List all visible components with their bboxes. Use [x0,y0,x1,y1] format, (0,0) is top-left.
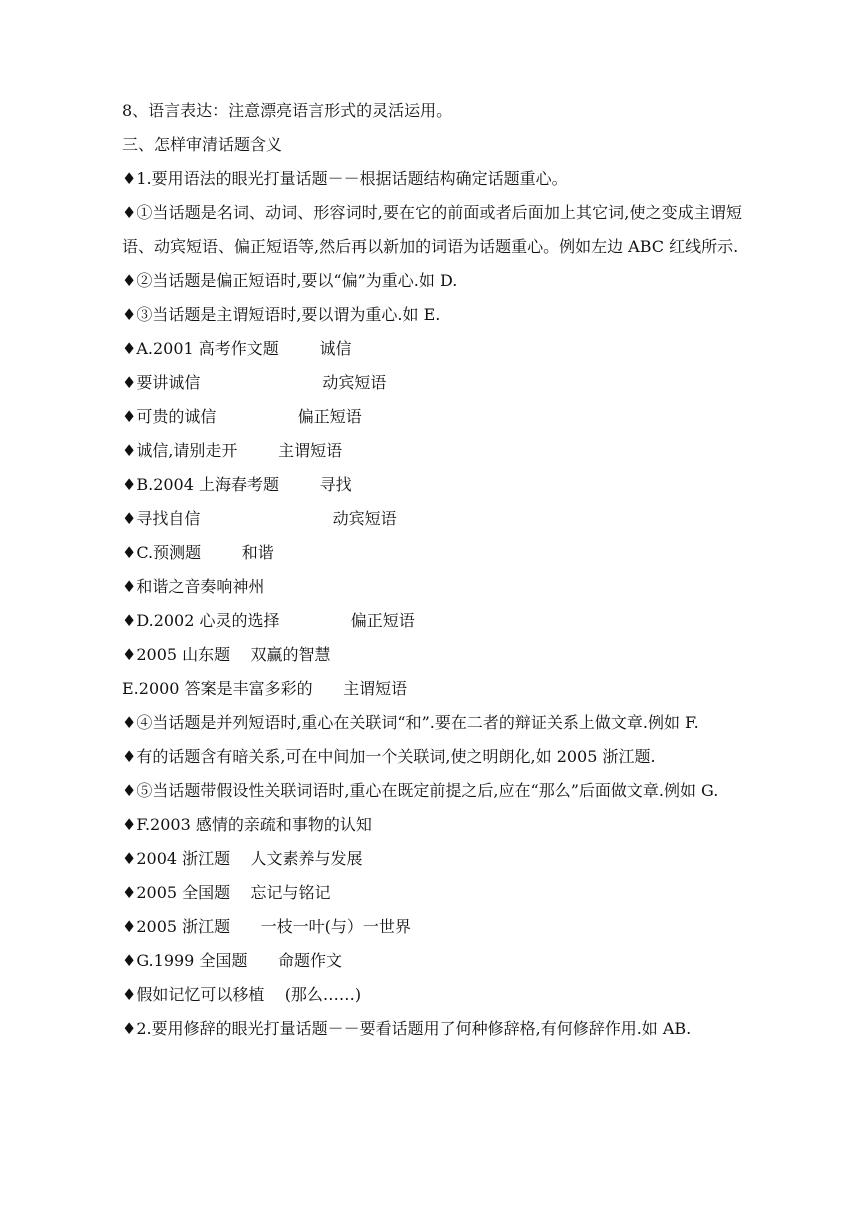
text-line-18: ♦④当话题是并列短语时,重心在关联词“和”.要在二者的辩证关系上做文章.例如 F. [122,713,699,732]
paragraph-hypothetical-topic: ♦⑤当话题带假设性关联词语时,重心在既定前提之后,应在“那么”后面做文章.例如 G. [122,781,719,800]
section-heading: 三、怎样审清话题含义 [122,135,283,154]
text-line-22: ♦2004 浙江题 人文素养与发展 [122,849,363,868]
text-line-19: ♦有的话题含有暗关系,可在中间加一个关联词,使之明朗化,如 2005 浙江题. [122,747,656,766]
text-line-3: ♦1.要用语法的眼光打量话题－－根据话题结构确定话题重心。 [122,169,568,188]
text-line-12: ♦寻找自信 动宾短语 [122,509,397,528]
text-line-14: ♦和谐之音奏响神州 [122,577,265,596]
text-line-21: ♦F.2003 感情的亲疏和事物的认知 [122,815,372,834]
text-line-11: ♦B.2004 上海春考题 寻找 [122,475,352,494]
text-line-27: ♦2.要用修辞的眼光打量话题－－要看话题用了何种修辞格,有何修辞作用.如 AB. [122,1019,692,1038]
text-line-13: ♦C.预测题 和谐 [122,543,274,562]
text-line-5: ♦②当话题是偏正短语时,要以“偏”为重心.如 D. [122,271,458,290]
text-line-17: E.2000 答案是丰富多彩的 主谓短语 [122,679,408,698]
text-line-1: 8、语言表达：注意漂亮语言形式的灵活运用。 [122,101,453,120]
text-line-15: ♦D.2002 心灵的选择 偏正短语 [122,611,415,630]
document-body [122,94,742,1046]
text-line-26: ♦假如记忆可以移植 (那么……) [122,985,362,1004]
paragraph-noun-verb-topic: ♦①当话题是名词、动词、形容词时,要在它的前面或者后面加上其它词,使之变成主谓短语、动宾短语、偏正短语等,然后再以新加的词语为话题重心。例如左边 ABC 红线所示. [122,203,742,256]
text-line-6: ♦③当话题是主谓短语时,要以谓为重心.如 E. [122,305,441,324]
text-line-10: ♦诚信,请别走开 主谓短语 [122,441,343,460]
text-line-9: ♦可贵的诚信 偏正短语 [122,407,362,426]
text-line-8: ♦要讲诚信 动宾短语 [122,373,387,392]
text-line-25: ♦G.1999 全国题 命题作文 [122,951,342,970]
text-line-16: ♦2005 山东题 双赢的智慧 [122,645,331,664]
text-line-24: ♦2005 浙江题 一枝一叶(与）一世界 [122,917,411,936]
text-line-23: ♦2005 全国题 忘记与铭记 [122,883,331,902]
text-line-7: ♦A.2001 高考作文题 诚信 [122,339,352,358]
